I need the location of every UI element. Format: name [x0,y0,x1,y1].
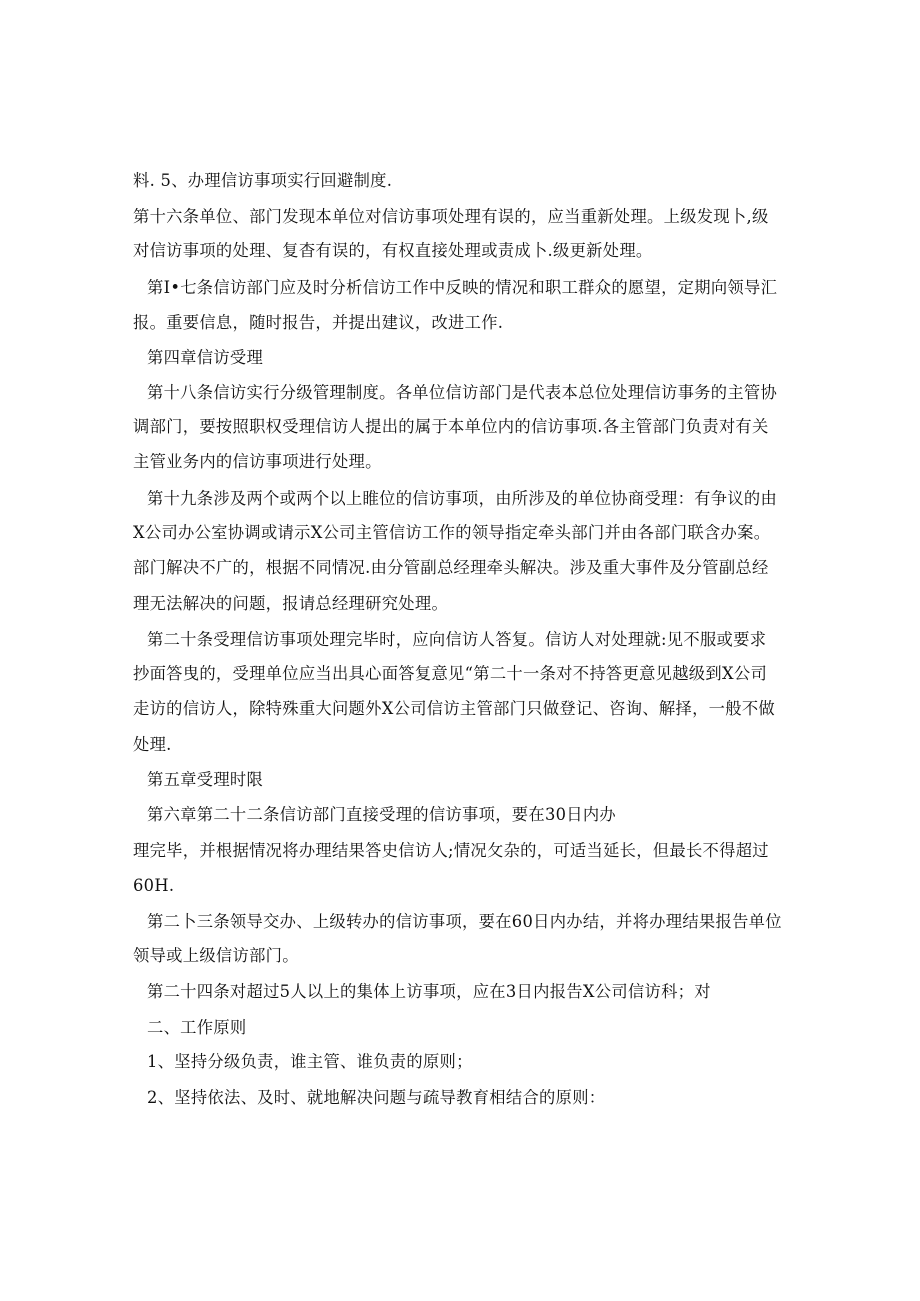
text-line: 主管业务内的信访事项进行处理。 [133,452,382,471]
text-line: 第二卜三条领导交办、上级转办的信访事项，要在60日内办结，并将办理结果报告单位 [147,912,782,931]
text-line: 第六章第二十二条信访部门直接受理的信访事项，要在30日内办 [147,805,617,824]
text-line: 理无法解决的问题，报请总经理研究处理。 [133,594,449,613]
chapter-heading: 第五章受理时限 [147,770,264,789]
list-item: 1、坚持分级负责，谁主管、谁负责的原则； [147,1052,473,1071]
chapter-heading: 第四章信访受理 [147,348,264,367]
text-line: 第十六条单位、部门发现本单位对信访事项处理有误的，应当重新处理。上级发现卜,级 [133,207,769,226]
text-line: 理完毕，并根据情况将办理结果答史信访人;情况攵杂的，可适当延长，但最长不得超过 [133,841,769,860]
text-line: 60H. [133,876,175,895]
list-item: 2、坚持依法、及时、就地解决问题与疏导教育相结合的原则： [147,1088,606,1107]
text-line: 抄面答曳的，受理单位应当出具心面答复意见“第二十一条对不持答更意见越级到X公司 [133,664,768,683]
text-line: 第十九条涉及两个或两个以上睢位的信访事项，由所涉及的单位协商受理：有争议的由 [147,489,778,508]
text-line: 报。重要信息，随时报告，并提出建议，改进工作. [133,313,504,332]
section-heading: 二、工作原则 [147,1018,247,1037]
text-line: 领导或上级信访部门。 [133,946,299,965]
text-line: 第I•七条信访部门应及时分析信访工作中反映的情况和职工群众的愿望，定期向领导汇 [147,278,778,297]
text-line: 料. 5、办理信访事项实行回避制度. [133,171,393,190]
text-line: 调部门，要按照职权受理信访人提出的属于本单位内的信访事项.各主管部门负责对有关 [133,417,769,436]
text-line: 走访的信访人，除特殊重大问题外X公司信访主管部门只做登记、咨询、解择，一般不做 [133,699,775,718]
text-line: 部门解决不广的，根据不同情况.由分管副总经理牵头解决。涉及重大事件及分管副总经 [133,558,769,577]
text-line: X公司办公室协调或请示X公司主管信访工作的领导指定牵头部门并由各部门联含办案。 [133,523,771,542]
text-line: 对信访事项的处理、复杳有误的，有权直接处理或责成卜.级更新处理。 [133,241,653,260]
text-line: 第十八条信访实行分级管理制度。各单位信访部门是代表本总位处理信访事务的主管协 [147,383,778,402]
text-line: 处理. [133,735,172,754]
text-line: 第二十四条对超过5人以上的集体上访事项，应在3日内报告X公司信访科；对 [147,982,711,1001]
text-line: 第二十条受理信访事项处理完毕时，应向信访人答复。信访人对处理就:见不服或要求 [147,630,767,649]
